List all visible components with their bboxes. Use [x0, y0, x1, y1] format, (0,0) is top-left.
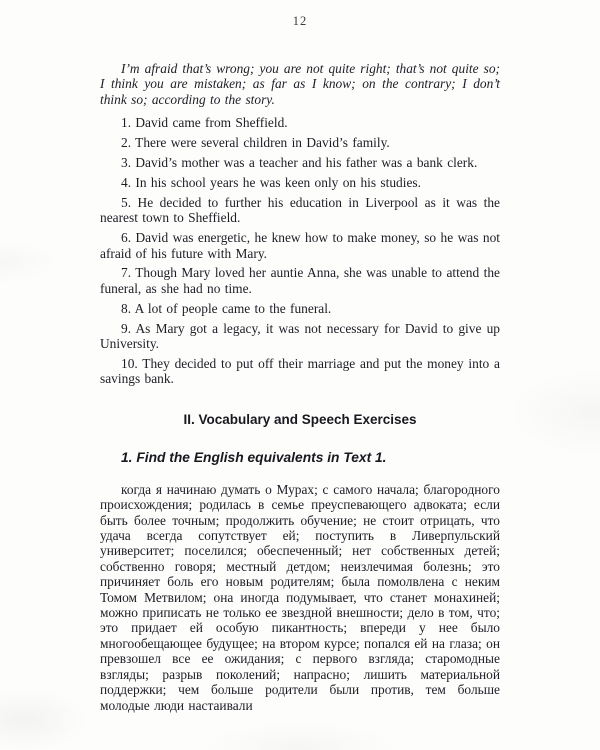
page-number: 12 [292, 14, 308, 28]
statement-item: 4. In his school years he was keen only on his studies. [121, 174, 421, 190]
section-heading: II. Vocabulary and Speech Exercises [183, 411, 417, 427]
statements-list [100, 115, 500, 387]
statement-item: 5. He decided to further his education in Liverpool as it was the nearest town to Sheffield. [100, 194, 500, 226]
intro-paragraph: I’m afraid that’s wrong; you are not quite right; that’s not quite so; I think you are mistaken; as far as I know; on the contrary; I don’t think so; according to the story. [100, 61, 500, 107]
statement-item: 3. David’s mother was a teacher and his father was a bank clerk. [121, 155, 478, 171]
statement-item: 10. They decided to put off their marriage and put the money into a savings bank. [100, 356, 500, 387]
statement-item: 1. David came from Sheffield. [121, 115, 288, 131]
statement-item: 8. A lot of people came to the funeral. [121, 300, 332, 316]
statement-item: 7. Though Mary loved her auntie Anna, she was unable to attend the funeral, as she had no time. [100, 265, 500, 296]
statement-item: 2. There were several children in David’s family. [121, 135, 390, 151]
statement-item: 9. As Mary got a legacy, it was not necessary for David to give up University. [100, 320, 500, 352]
exercise-body: когда я начинаю думать о Мурах; с самого начала; благородного происхождения; родилась в семье преуспевающего адвоката; если быть более точным; продолжить обучение; не стоит отрицать, что удача всегда сопутствует ей; поступить в Ливерпульский университет; поселился; обеспеченный; нет собственных детей; собственно говоря; местный детдом; неизлечимая болезнь; это причиняет боль его новым родителям; была помолвлена с неким Томом Метвилом; она иногда подумывает, что станет монахиней; можно приписать не только ее звездной внешности; дело в том, что; это придает ей особую пикантность; впереди у нее было многообещающее будущее; на втором курсе; попался ей на глаза; он превзошел все ее ожидания; с первого взгляда; старомодные взгляды; разрыв поколений; напрасно; лишить материальной поддержки; чем больше родители были против, тем больше молодые люди настаивали [100, 481, 500, 713]
statement-item: 6. David was energetic, he knew how to make money, so he was not afraid of his future with Mary. [100, 230, 500, 261]
page-content [100, 61, 500, 713]
exercise-title: 1. Find the English equivalents in Text 1. [121, 449, 387, 465]
